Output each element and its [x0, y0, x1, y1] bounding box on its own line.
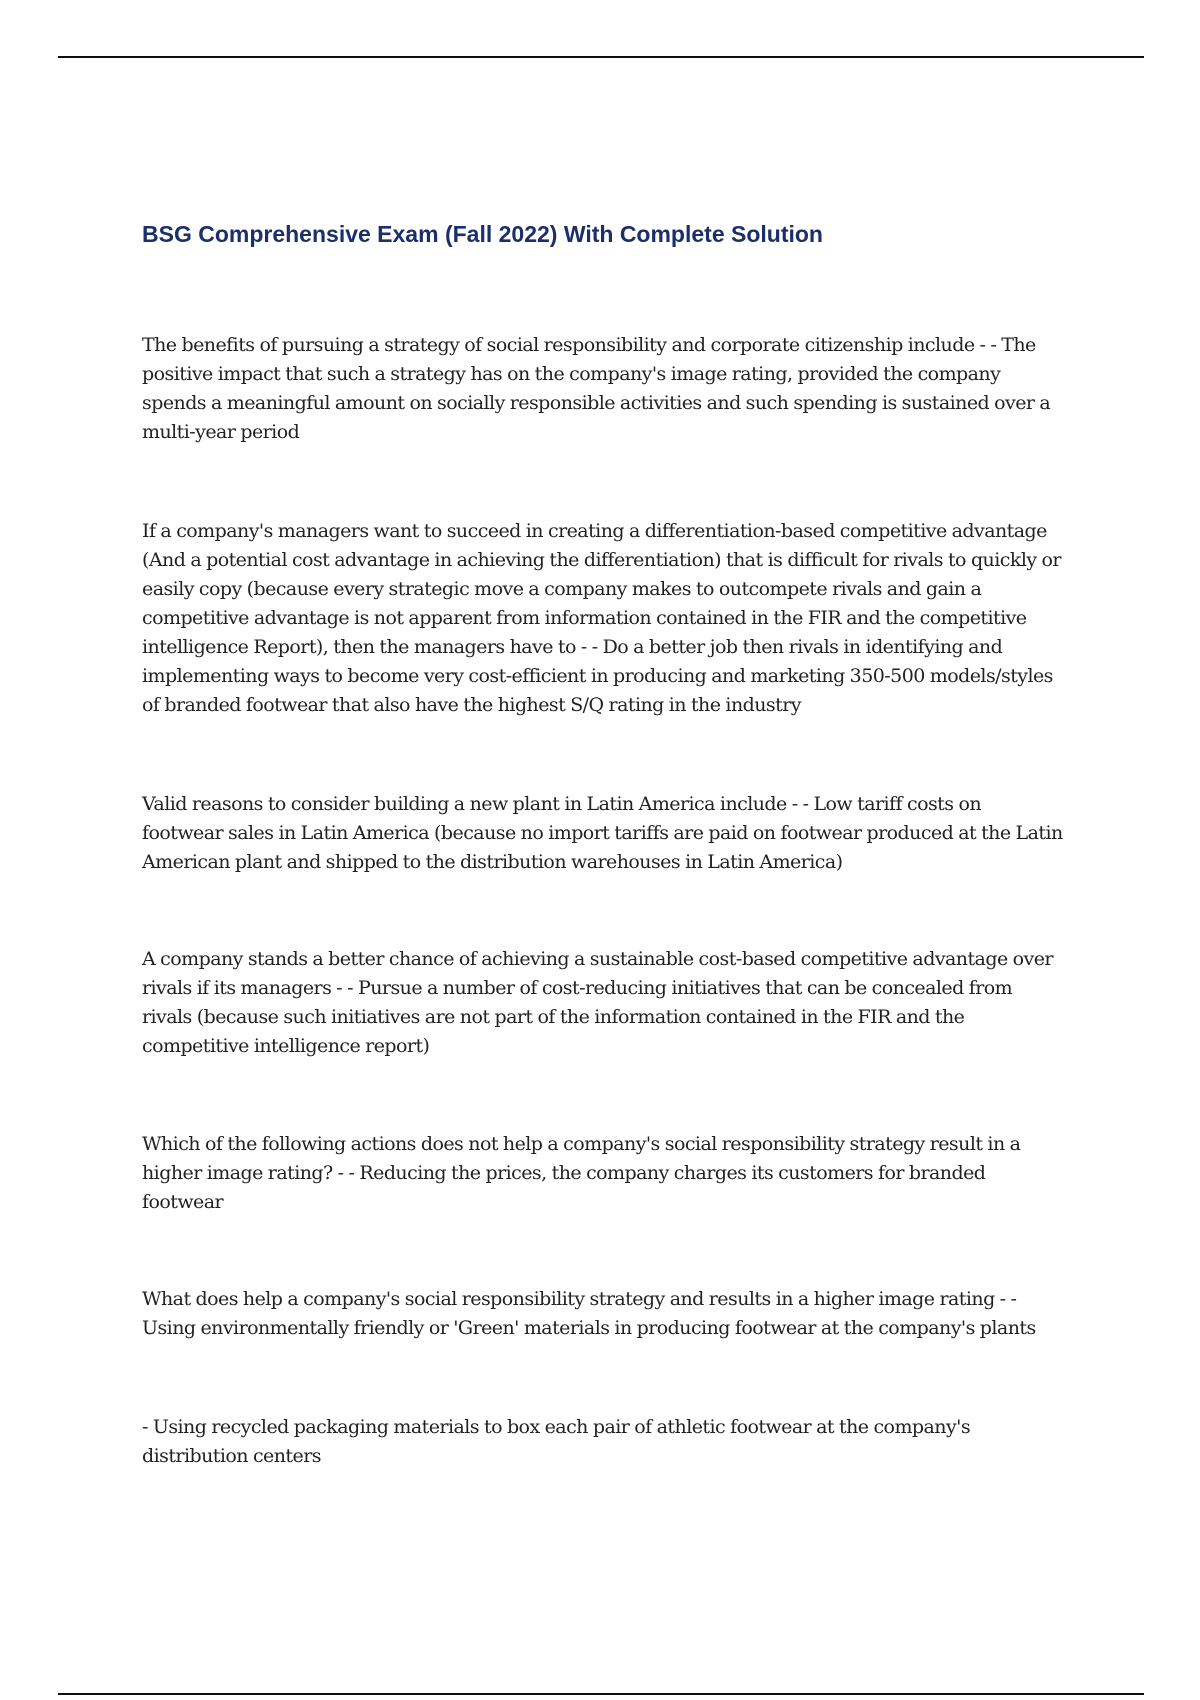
- top-rule: [58, 56, 1144, 58]
- qa-entry-2: If a company's managers want to succeed in creating a differentiation-based competitive advantage (And a potential cost advantage in achieving the differentiation) that is difficult for rivals to quickly or easily copy (because every strategic move a company makes to outcompete rivals and gain a competitive advantage is not apparent from information contained in the FIR and the competitive intelligence Report), then the managers have to - - Do a better job then rivals in identifying and implementing ways to become very cost-efficient in producing and marketing 350-500 models/styles of branded footwear that also have the highest S/Q rating in the industry: [142, 520, 1061, 716]
- qa-entry-3: Valid reasons to consider building a new plant in Latin America include - - Low tariff costs on footwear sales in Latin America (because no import tariffs are paid on footwear produced at the Latin American plant and shipped to the distribution warehouses in Latin America): [142, 793, 1063, 873]
- bottom-rule: [58, 1693, 1144, 1695]
- document-title: BSG Comprehensive Exam (Fall 2022) With Complete Solution: [142, 221, 823, 247]
- qa-entry-5: Which of the following actions does not help a company's social responsibility strategy result in a higher image rating? - - Reducing the prices, the company charges its customers for branded footwear: [142, 1133, 1021, 1213]
- qa-entry-6: What does help a company's social responsibility strategy and results in a higher image rating - - Using environmentally friendly or 'Green' materials in producing footwear at the company's plants: [142, 1288, 1036, 1339]
- qa-entry-7: - Using recycled packaging materials to box each pair of athletic footwear at the company's distribution centers: [142, 1416, 971, 1467]
- qa-entry-4: A company stands a better chance of achieving a sustainable cost-based competitive advantage over rivals if its managers - - Pursue a number of cost-reducing initiatives that can be concealed from rivals (because such initiatives are not part of the information contained in the FIR and the competitive intelligence report): [142, 948, 1053, 1057]
- qa-entry-1: The benefits of pursuing a strategy of social responsibility and corporate citizenship include - - The positive impact that such a strategy has on the company's image rating, provided the company spends a meaningful amount on socially responsible activities and such spending is sustained over a multi-year period: [142, 334, 1051, 443]
